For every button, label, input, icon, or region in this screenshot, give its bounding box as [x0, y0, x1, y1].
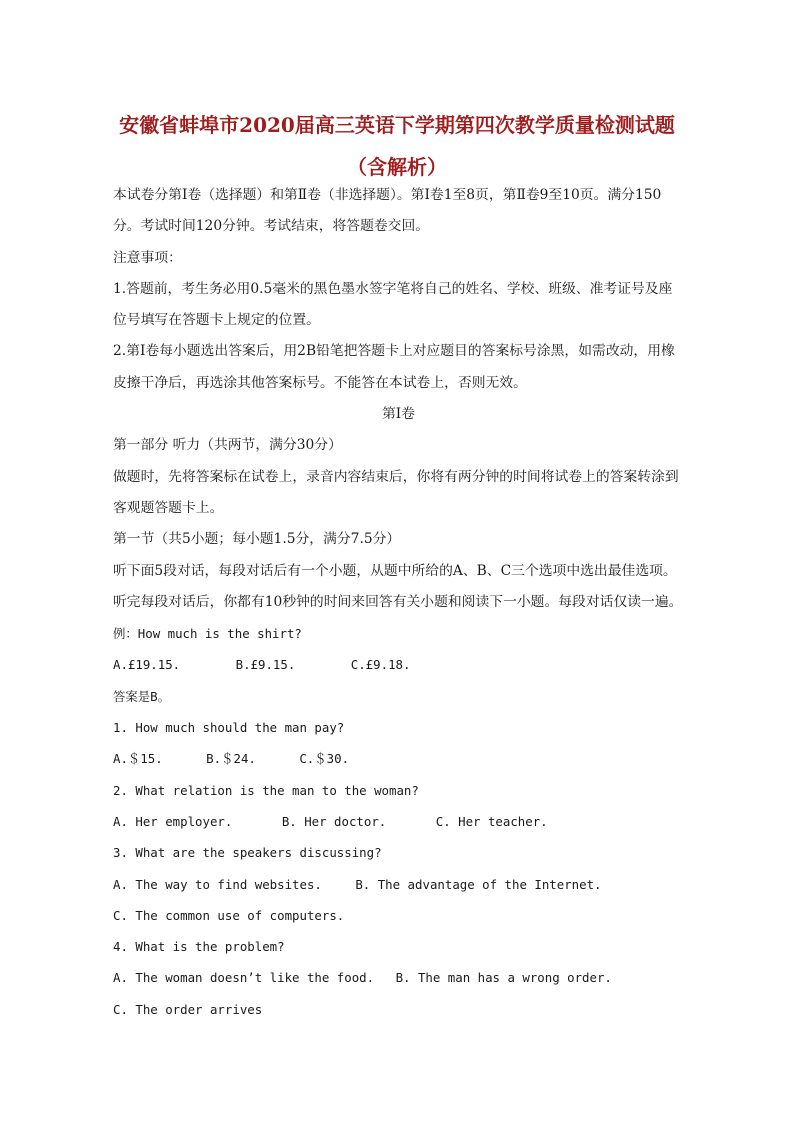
question-3-option-a: A. The way to find websites. [113, 876, 322, 892]
document-title: 安徽省蚌埠市2020届高三英语下学期第四次教学质量检测试题（含解析） [119, 113, 675, 179]
document-body [113, 180, 684, 1025]
example-options [113, 649, 684, 680]
notice-item-1: 1.答题前，考生务必用0.5毫米的黑色墨水签字笔将自己的姓名、学校、班级、准考证号及座位号填写在答题卡上规定的位置。 [113, 280, 673, 329]
question-4-options [113, 962, 684, 1025]
question-2-stem: 2. What relation is the man to the woman? [113, 782, 419, 798]
question-2-option-a: A. Her employer. [113, 813, 233, 829]
notice-item-2: 2.第Ⅰ卷每小题选出答案后，用2B铅笔把答题卡上对应题目的答案标号涂黑，如需改动，用橡皮擦干净后，再选涂其他答案标号。不能答在本试卷上，否则无效。 [113, 343, 675, 391]
question-4-option-b: B. The man has a wrong order. [395, 970, 612, 986]
question-2-option-c: C. Her teacher. [435, 813, 548, 829]
example-option-c: C.£9.18. [350, 657, 411, 673]
volume-heading: 第Ⅰ卷 [381, 406, 416, 423]
intro-paragraph: 本试卷分第Ⅰ卷（选择题）和第Ⅱ卷（非选择题）。第Ⅰ卷1至8页，第Ⅱ卷9至10页。满分150分。考试时间120分钟。考试结束，将答题卷交回。 [113, 187, 662, 235]
question-1-stem: 1. How much should the man pay? [113, 720, 345, 736]
question-2-option-b: B. Her doctor. [281, 813, 387, 829]
notice-heading: 注意事项： [113, 249, 182, 266]
question-3-option-b: B. The advantage of the Internet. [355, 876, 602, 892]
question-3-options [113, 869, 684, 932]
question-4-option-a: A. The woman doesn’t like the food. [113, 970, 375, 986]
example-question: 例：How much is the shirt? [113, 626, 302, 642]
section1-heading: 第一节（共5小题；每小题1.5分，满分7.5分） [113, 531, 401, 548]
question-3-stem: 3. What are the speakers discussing? [113, 845, 382, 861]
question-1-options [113, 743, 684, 774]
example-option-b: B.£9.15. [235, 657, 296, 673]
part1-instructions: 做题时，先将答案标在试卷上，录音内容结束后，你将有两分钟的时间将试卷上的答案转涂到客观题答题卡上。 [113, 468, 679, 516]
question-4-stem: 4. What is the problem? [113, 939, 285, 955]
question-1-option-c: C.＄30. [299, 751, 350, 767]
question-3-option-c: C. The common use of computers. [113, 907, 345, 923]
question-1-option-b: B.＄24. [206, 751, 256, 767]
question-1-option-a: A.＄15. [113, 751, 163, 767]
question-4-option-c: C. The order arrives [113, 1001, 263, 1017]
example-option-a: A.£19.15. [113, 657, 181, 673]
section1-instructions: 听下面5段对话，每段对话后有一个小题，从题中所给的A、B、C三个选项中选出最佳选项。听完每段对话后，你都有10秒钟的时间来回答有关小题和阅读下一小题。每段对话仅读一遍。 [113, 562, 683, 610]
question-2-options [113, 806, 684, 837]
example-answer: 答案是B。 [113, 688, 171, 704]
part1-heading: 第一部分 听力（共两节，满分30分） [113, 437, 342, 454]
